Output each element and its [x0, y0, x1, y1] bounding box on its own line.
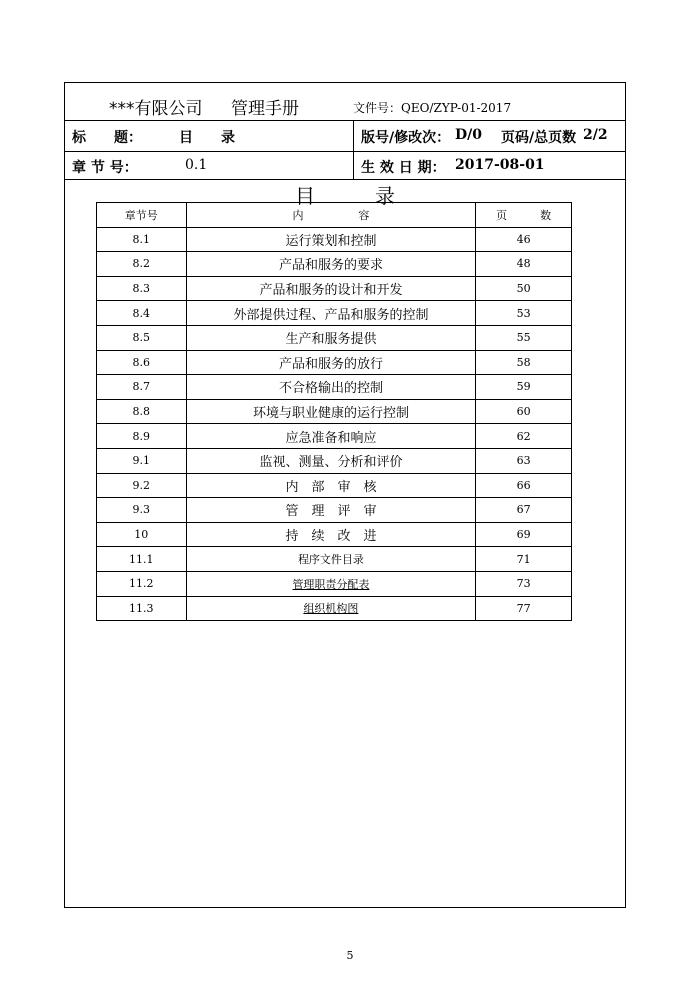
section-cell: 8.2 — [97, 252, 187, 277]
content-cell: 生产和服务提供 — [186, 325, 476, 350]
section-cell: 9.3 — [97, 498, 187, 523]
page-cell: 69 — [476, 522, 572, 547]
page-cell: 63 — [476, 448, 572, 473]
content-cell: 环境与职业健康的运行控制 — [186, 399, 476, 424]
page-value: 2/2 — [583, 127, 608, 143]
section-cell: 10 — [97, 522, 187, 547]
table-row — [97, 522, 572, 547]
table-row — [97, 350, 572, 375]
page-cell: 73 — [476, 571, 572, 596]
page-number: 5 — [346, 949, 354, 962]
content-cell: 产品和服务的要求 — [186, 252, 476, 277]
section-cell: 11.1 — [97, 547, 187, 572]
section-cell: 8.9 — [97, 424, 187, 449]
table-row — [97, 252, 572, 277]
table-row — [97, 596, 572, 621]
effective-date-value: 2017-08-01 — [455, 157, 545, 173]
content-cell: 应急准备和响应 — [186, 424, 476, 449]
section-cell: 9.2 — [97, 473, 187, 498]
header-row-section — [65, 152, 625, 180]
section-cell: 9.1 — [97, 448, 187, 473]
content-cell: 产品和服务的放行 — [186, 350, 476, 375]
content-cell: 监视、测量、分析和评价 — [186, 448, 476, 473]
version-value: D/0 — [455, 127, 482, 143]
section-label: 章 节 号： — [72, 160, 138, 176]
page-cell: 77 — [476, 596, 572, 621]
section-cell: 8.5 — [97, 325, 187, 350]
content-link[interactable]: 管理职责分配表 — [186, 571, 476, 596]
title-label: 标 题： — [72, 130, 142, 146]
section-cell: 8.8 — [97, 399, 187, 424]
page-cell: 59 — [476, 375, 572, 400]
table-row — [97, 227, 572, 252]
table-row — [97, 325, 572, 350]
content-cell: 管 理 评 审 — [186, 498, 476, 523]
page-cell: 60 — [476, 399, 572, 424]
table-row — [97, 571, 572, 596]
table-row — [97, 547, 572, 572]
toc-table — [96, 202, 572, 621]
divider — [353, 121, 354, 151]
page-label: 页码/总页数 — [501, 130, 577, 146]
table-row — [97, 448, 572, 473]
content-cell: 外部提供过程、产品和服务的控制 — [186, 301, 476, 326]
header-row-title — [65, 83, 625, 121]
content-cell: 内 部 审 核 — [186, 473, 476, 498]
toc-header-row — [97, 203, 572, 228]
col-page-header: 页 数 — [476, 203, 572, 228]
document-number: 文件号：QEO/ZYP-01-2017 — [353, 101, 512, 115]
toc-title: 目 录 — [295, 184, 395, 208]
section-cell: 8.6 — [97, 350, 187, 375]
manual-title: 管理手册 — [231, 99, 299, 119]
page-cell: 58 — [476, 350, 572, 375]
content-cell: 运行策划和控制 — [186, 227, 476, 252]
col-content-header: 内 容 — [186, 203, 476, 228]
page-cell: 55 — [476, 325, 572, 350]
version-label: 版号/修改次： — [361, 130, 451, 146]
content-cell: 不合格输出的控制 — [186, 375, 476, 400]
table-row — [97, 399, 572, 424]
content-cell: 程序文件目录 — [186, 547, 476, 572]
effective-date-label: 生 效 日 期： — [361, 160, 446, 176]
page-cell: 71 — [476, 547, 572, 572]
table-row — [97, 301, 572, 326]
table-row — [97, 498, 572, 523]
table-row — [97, 375, 572, 400]
header-row-subject — [65, 121, 625, 152]
content-link[interactable]: 组织机构图 — [186, 596, 476, 621]
divider — [353, 152, 354, 179]
page-cell: 53 — [476, 301, 572, 326]
page-cell: 48 — [476, 252, 572, 277]
title-value: 目 录 — [179, 130, 235, 146]
table-row — [97, 424, 572, 449]
company-name: ***有限公司 — [109, 99, 203, 119]
section-cell: 8.4 — [97, 301, 187, 326]
page-cell: 62 — [476, 424, 572, 449]
page-cell: 50 — [476, 276, 572, 301]
table-row — [97, 276, 572, 301]
table-row — [97, 473, 572, 498]
page-cell: 66 — [476, 473, 572, 498]
section-cell: 8.1 — [97, 227, 187, 252]
section-cell: 8.3 — [97, 276, 187, 301]
content-cell: 持 续 改 进 — [186, 522, 476, 547]
section-cell: 8.7 — [97, 375, 187, 400]
col-section-header: 章节号 — [97, 203, 187, 228]
page-cell: 67 — [476, 498, 572, 523]
section-value: 0.1 — [185, 157, 208, 173]
content-cell: 产品和服务的设计和开发 — [186, 276, 476, 301]
section-cell: 11.3 — [97, 596, 187, 621]
section-cell: 11.2 — [97, 571, 187, 596]
document-frame — [64, 82, 626, 908]
page-cell: 46 — [476, 227, 572, 252]
